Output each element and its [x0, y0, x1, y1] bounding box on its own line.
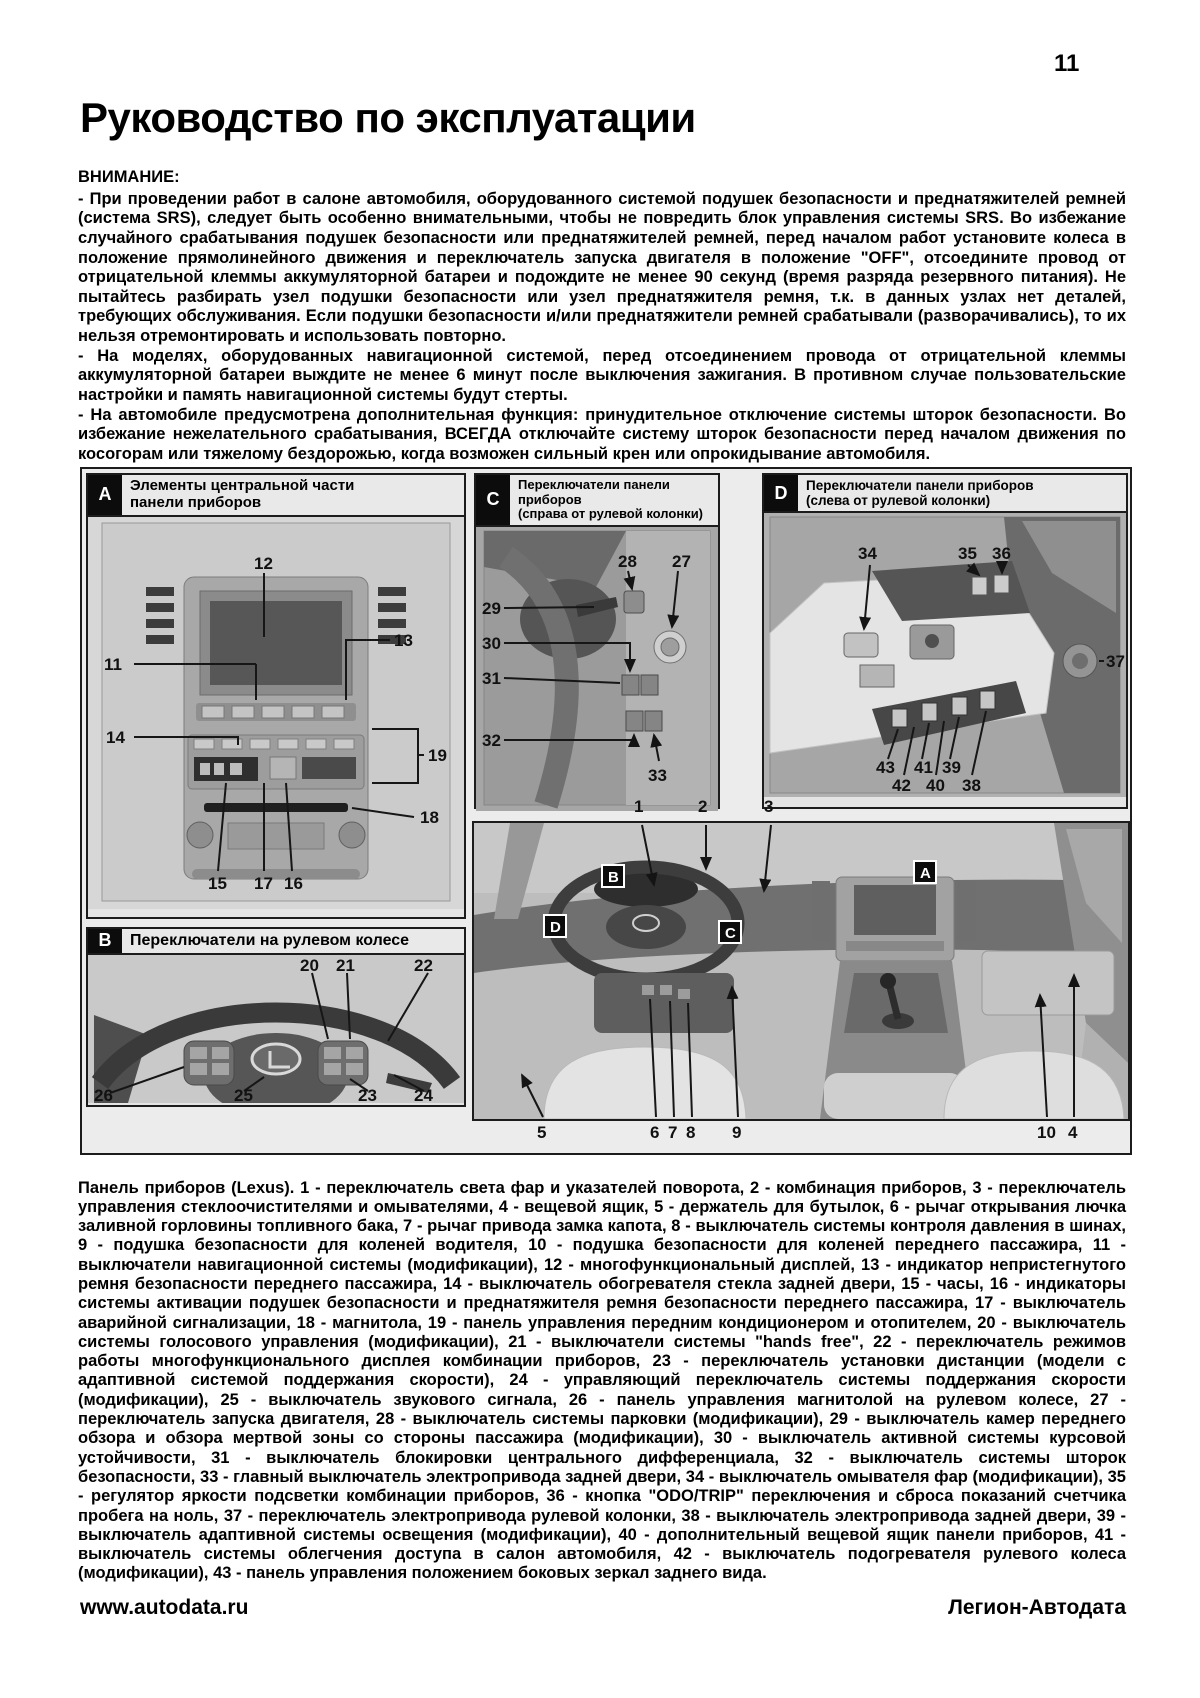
- overlay-letter-a: [914, 861, 936, 883]
- panel-c: [474, 473, 720, 809]
- callout-43: 43: [876, 758, 895, 778]
- callout-37: 37: [1106, 652, 1125, 672]
- footer-publisher: Легион-Автодата: [948, 1596, 1126, 1619]
- panel-b-header: [88, 929, 464, 955]
- callout-42: 42: [892, 776, 911, 796]
- glovebox: [982, 951, 1114, 1015]
- overlay-letter-d: [544, 915, 566, 937]
- callout-25: 25: [234, 1085, 253, 1103]
- brightness-regulator: [972, 577, 987, 595]
- volume-knob: [187, 822, 213, 848]
- callout-31: 31: [482, 668, 501, 688]
- callout-3: 3: [764, 797, 774, 816]
- callout-22: 22: [414, 955, 433, 975]
- tune-knob: [339, 822, 365, 848]
- footer-website: www.autodata.ru: [80, 1596, 249, 1619]
- callout-7: 7: [668, 1123, 678, 1142]
- callout-2: 2: [698, 797, 708, 816]
- panel-d-letter: D: [764, 475, 798, 511]
- callout-15: 15: [208, 873, 227, 893]
- callout-34: 34: [858, 544, 877, 564]
- airbag-indicators: [302, 757, 356, 779]
- parking-system-switch: [624, 591, 644, 613]
- warning-paragraph: - На автомобиле предусмотрена дополнительная функция: принудительное отключение системы шторок безопасности. Во избежание нежелательного срабатывания, ВСЕГДА отключайте систему шторок безопасности перед началом движения по косогорам или тяжелому бездорожью, когда возможен сильный крен или опрокидывание автомобиля.: [78, 405, 1126, 463]
- callout-6: 6: [650, 1123, 660, 1142]
- callout-19: 19: [428, 745, 447, 765]
- callout-39: 39: [942, 758, 961, 778]
- page-footer: [80, 1596, 1126, 1620]
- callout-41: 41: [914, 758, 933, 778]
- callout-32: 32: [482, 730, 501, 750]
- panel-a: [86, 473, 466, 919]
- panel-b-letter: B: [88, 929, 122, 953]
- callout-29: 29: [482, 598, 501, 618]
- center-console-illustration: [88, 517, 464, 909]
- panel-a-letter: A: [88, 475, 122, 515]
- callout-28: 28: [618, 551, 637, 571]
- multifunction-display: [210, 601, 342, 685]
- steering-wheel-illustration: [88, 955, 464, 1103]
- overlay-letter-b: [602, 865, 624, 887]
- lower-dash: [594, 973, 734, 1033]
- callout-24: 24: [414, 1085, 433, 1103]
- panel-b-title: Переключатели на рулевом колесе: [130, 932, 410, 949]
- panel-c-title: Переключатели панели приборов (справа от рулевой колонки): [518, 477, 704, 522]
- figure-block: [80, 467, 1132, 1155]
- callout-14: 14: [106, 727, 125, 747]
- callout-36: 36: [992, 544, 1011, 564]
- overlay-letter-c: [719, 921, 741, 943]
- warning-paragraph: - При проведении работ в салоне автомобиля, оборудованного системой подушек безопасности и преднатяжителей ремней (система SRS), следует быть особенно внимательными, чтобы не повредить блок управления системы SRS. Во избежание случайного срабатывания подушек безопасности или преднатяжителей ремней, перед началом работ установите колеса в положение прямолинейного движения и переключатель запуска двигателя в положение "OFF", отсоедините провод от отрицательной клеммы аккумуляторной батареи и подождите не менее 90 секунд (время разряда резервного питания). Не пытайтесь разбирать узел подушки безопасности или узел преднатяжителя ремня, т.к. в данных узлах нет деталей, требующих обслуживания. Если подушки безопасности и/или преднатяжители ремней срабатывали (разворачивались), то их нельзя отремонтировать и использовать повторно.: [78, 189, 1126, 345]
- lexus-logo: [252, 1044, 300, 1074]
- callout-4: 4: [1068, 1123, 1078, 1142]
- interior-illustration: [474, 823, 1128, 1119]
- warning-heading: ВНИМАНИЕ:: [78, 168, 180, 186]
- callout-8: 8: [686, 1123, 696, 1142]
- callout-1: 1: [634, 797, 644, 816]
- callout-18: 18: [420, 807, 439, 827]
- svg-text:C: C: [725, 925, 736, 942]
- panel-a-title: Элементы центральной части панели приборов: [130, 477, 355, 511]
- panel-b: [86, 927, 466, 1107]
- callout-35: 35: [958, 544, 977, 564]
- callout-21: 21: [336, 955, 355, 975]
- right-column-switches-illustration: [476, 527, 718, 811]
- svg-text:D: D: [550, 919, 561, 936]
- warning-block: [78, 168, 1126, 464]
- panel-d-title: Переключатели панели приборов (слева от рулевой колонки): [806, 478, 1034, 509]
- headlight-washer-switch: [844, 633, 878, 657]
- callout-12: 12: [254, 553, 273, 573]
- callout-9: 9: [732, 1123, 742, 1142]
- svg-text:B: B: [608, 869, 619, 886]
- left-dash-switches-illustration: [764, 513, 1126, 797]
- panel-d: [762, 473, 1128, 809]
- main-photo: [472, 821, 1130, 1121]
- figure-caption: Панель приборов (Lexus). 1 - переключатель света фар и указателей поворота, 2 - комбинация приборов, 3 - переключатель управления стеклоочистителями и омывателями, 4 - вещевой ящик, 5 - держатель для бутылок, 6 - рычаг открывания лючка заливной горловины топливного бака, 7 - рычаг привода замка капота, 8 - выключатель системы контроля давления в шинах, 9 - подушка безопасности для коленей водителя, 10 - подушка безопасности для коленей переднего пассажира, 11 - выключатели навигационной системы (модификации), 12 - многофункциональный дисплей, 13 - индикатор непристегнутого ремня безопасности переднего пассажира, 14 - выключатель обогревателя стекла задней двери, 15 - часы, 16 - индикаторы системы активации подушек безопасности и преднатяжителя ремня безопасности переднего пассажира, 17 - выключатель аварийной сигнализации, 18 - магнитола, 19 - панель управления передним кондиционером и отопителем, 20 - выключатель системы голосового управления (модификации), 21 - выключатели системы "hands free", 22 - переключатель режимов работы многофункционального дисплея комбинации приборов, 23 - переключатель установки дистанции (модели с адаптивной системой поддержания скорости), 24 - управляющий переключатель системы поддержания скорости (модификации), 25 - выключатель звукового сигнала, 26 - панель управления магнитолой на рулевом колесе, 27 - переключатель запуска двигателя, 28 - выключатель системы парковки (модификации), 29 - выключатель камер переднего обзора и обзора мертвой зоны со стороны пассажира (модификации), 30 - выключатель активной системы курсовой устойчивости, 31 - выключатель блокировки центрального дифференциала, 32 - выключатель системы шторок безопасности, 33 - главный выключатель электропривода задней двери, 34 - выключатель омывателя фар (модификации), 35 - регулятор яркости подсветки комбинации приборов, 36 - кнопка "ODO/TRIP" переключения и сброса показаний счетчика пробега на ноль, 37 - переключатель электропривода рулевой колонки, 38 - выключатель электропривода задней двери, 39 - выключатель адаптивной системы освещения (модификации), 40 - дополнительный вещевой ящик панели приборов, 41 - выключатель системы облегчения доступа в салон автомобиля, 42 - выключатель подогревателя рулевого колеса (модификации), 43 - панель управления положением боковых зеркал заднего вида.: [78, 1178, 1126, 1583]
- callout-17: 17: [254, 873, 273, 893]
- panel-c-header: [476, 475, 718, 527]
- armrest: [824, 1073, 964, 1119]
- svg-text:A: A: [920, 865, 931, 882]
- callout-33: 33: [648, 765, 667, 785]
- odo-trip-button: [994, 575, 1009, 593]
- hazard-button: [270, 757, 296, 779]
- callout-13: 13: [394, 630, 413, 650]
- callout-40: 40: [926, 776, 945, 796]
- callout-23: 23: [358, 1085, 377, 1103]
- center-display: [854, 885, 936, 935]
- callout-20: 20: [300, 955, 319, 975]
- callout-38: 38: [962, 776, 981, 796]
- panel-d-header: [764, 475, 1126, 513]
- callout-5: 5: [537, 1123, 547, 1142]
- page-number: 11: [1054, 50, 1080, 77]
- callout-10: 10: [1037, 1123, 1056, 1142]
- callout-11: 11: [104, 654, 122, 674]
- panel-a-header: [88, 475, 464, 517]
- callout-27: 27: [672, 551, 691, 571]
- callout-30: 30: [482, 633, 501, 653]
- callout-26: 26: [94, 1085, 113, 1103]
- warning-paragraph: - На моделях, оборудованных навигационной системой, перед отсоединением провода от отрицательной клеммы аккумуляторной батареи выждите не менее 6 минут после выключения зажигания. В противном случае пользовательские настройки и память навигационной системы будут стерты.: [78, 346, 1126, 404]
- page-title: Руководство по эксплуатации: [80, 94, 696, 141]
- cd-slot: [204, 803, 348, 812]
- callout-16: 16: [284, 873, 303, 893]
- panel-c-letter: C: [476, 475, 510, 525]
